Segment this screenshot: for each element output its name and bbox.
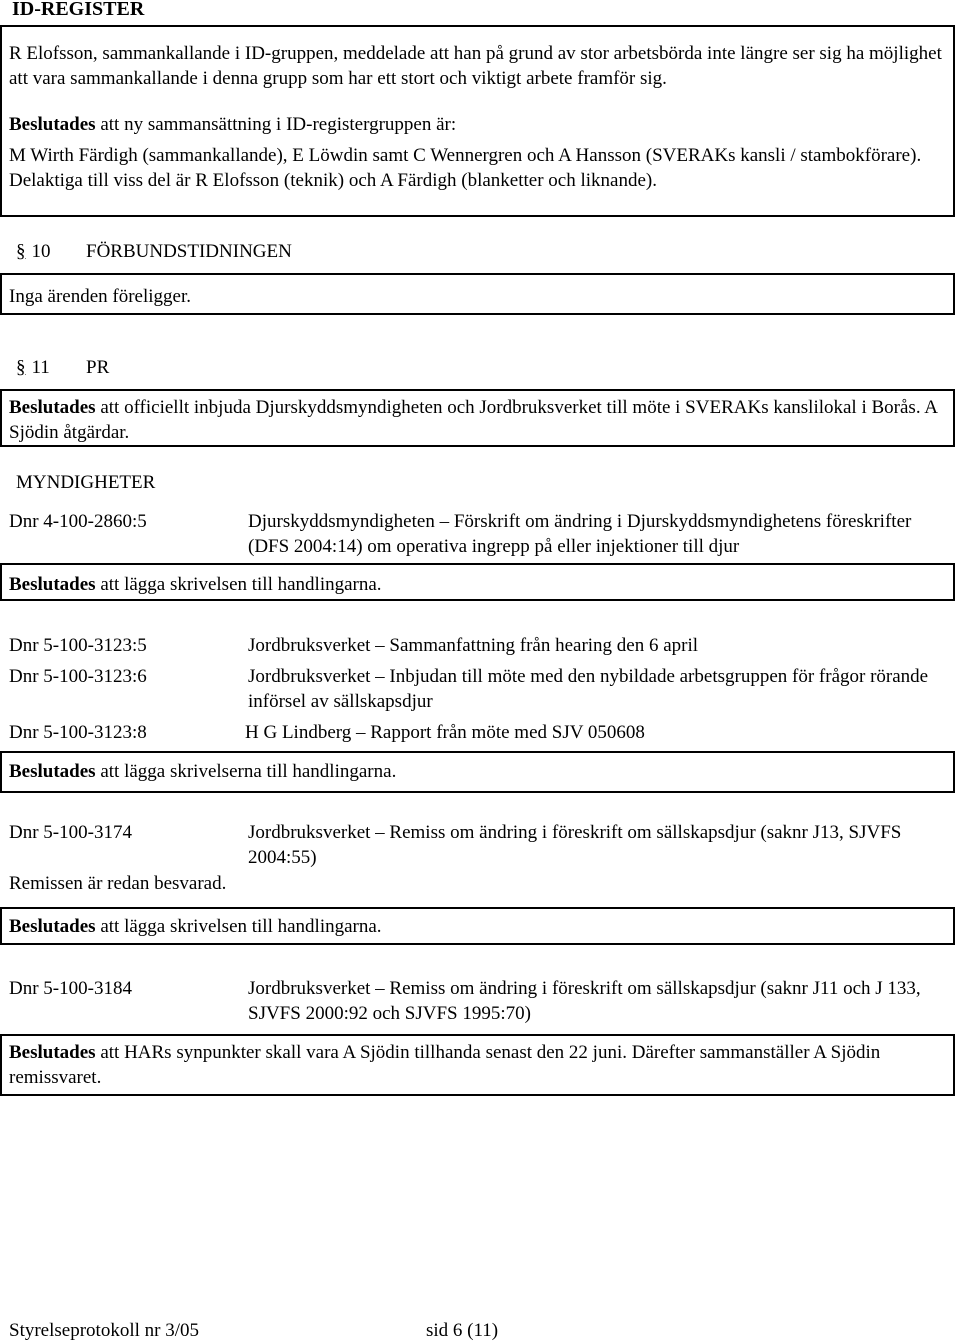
decision-1 bbox=[9, 572, 944, 597]
document-description: Jordbruksverket – Remiss om ändring i föreskrift om sällskapsdjur (saknr J11 och J 133, SJVFS 2000:92 och SJVFS 1995:70) bbox=[248, 978, 921, 1024]
decision-text: att officiellt inbjuda Djurskyddsmyndigheten och Jordbruksverket till möte i SVERAKs kanslilokal i Borås. A Sjödin åtgärdar. bbox=[9, 397, 937, 443]
dnr-number: Dnr 5-100-3123:6 bbox=[9, 666, 147, 687]
document-description: Djurskyddsmyndigheten – Förskrift om ändring i Djurskyddsmyndighetens föreskrifter (DFS 2004:14) om operativa ingrepp på eller injektioner till djur bbox=[248, 511, 912, 557]
dnr-number: Dnr 5-100-3184 bbox=[9, 978, 132, 999]
dnr-number: Dnr 5-100-3174 bbox=[9, 822, 132, 843]
paragraph-sign: § bbox=[16, 357, 26, 378]
decision-3 bbox=[9, 914, 944, 939]
document-description: Jordbruksverket – Remiss om ändring i föreskrift om sällskapsdjur (saknr J13, SJVFS 2004:55) bbox=[248, 822, 902, 868]
decision-text: att lägga skrivelsen till handlingarna. bbox=[95, 916, 382, 937]
dnr-number: Dnr 5-100-3123:5 bbox=[9, 635, 147, 656]
id-register-paragraph-3: M Wirth Färdigh (sammankallande), E Löwdin samt C Wennergren och A Hansson (SVERAKs kansli / stambokförare). Delaktiga till viss del är R Elofsson (teknik) och A Färdigh (blanketter och liknande). bbox=[9, 145, 922, 191]
section-number: 11 bbox=[31, 357, 50, 378]
id-register-paragraph-1: R Elofsson, sammankallande i ID-gruppen, meddelade att han på grund av stor arbetsbörda inte längre ser sig ha möjlighet att vara sammankallande i denna grupp som har ett stort och viktigt arbete framför sig. bbox=[9, 43, 942, 89]
myndigheter-heading: MYNDIGHETER bbox=[16, 472, 156, 493]
section-11-heading bbox=[16, 355, 110, 380]
decision-keyword: Beslutades bbox=[9, 916, 96, 937]
dnr-number: Dnr 4-100-2860:5 bbox=[9, 511, 147, 532]
decision-text: att lägga skrivelserna till handlingarna. bbox=[95, 761, 397, 782]
section-title: PR bbox=[86, 357, 110, 378]
decision-text: att lägga skrivelsen till handlingarna. bbox=[95, 574, 382, 595]
decision-keyword: Beslutades bbox=[9, 397, 96, 418]
paragraph-sign: § bbox=[16, 241, 26, 262]
decision-keyword: Beslutades bbox=[9, 1042, 96, 1063]
decision-text: att HARs synpunkter skall vara A Sjödin tillhanda senast den 22 juni. Därefter sammanställer A Sjödin remissvaret. bbox=[9, 1042, 881, 1088]
section-title: FÖRBUNDSTIDNINGEN bbox=[86, 241, 292, 262]
section-10-text: Inga ärenden föreligger. bbox=[9, 286, 191, 307]
document-note: Remissen är redan besvarad. bbox=[9, 873, 227, 894]
decision-keyword: Beslutades bbox=[9, 114, 96, 135]
decision-text: att ny sammansättning i ID-registergruppen är: bbox=[95, 114, 457, 135]
decision-4 bbox=[9, 1040, 944, 1090]
footer-page-number: sid 6 (11) bbox=[426, 1320, 499, 1341]
dnr-number: Dnr 5-100-3123:8 bbox=[9, 722, 147, 743]
decision-keyword: Beslutades bbox=[9, 574, 96, 595]
footer-document-name: Styrelseprotokoll nr 3/05 bbox=[9, 1320, 199, 1341]
id-register-paragraph-2 bbox=[9, 112, 944, 137]
document-description: H G Lindberg – Rapport från möte med SJV 050608 bbox=[245, 722, 645, 743]
document-description: Jordbruksverket – Inbjudan till möte med den nybildade arbetsgruppen för frågor rörande införsel av sällskapsdjur bbox=[248, 666, 929, 712]
section-number: 10 bbox=[31, 241, 51, 262]
section-11-text bbox=[9, 395, 944, 445]
decision-2 bbox=[9, 759, 944, 784]
decision-keyword: Beslutades bbox=[9, 761, 96, 782]
section-title-id-register: ID-REGISTER bbox=[12, 0, 145, 20]
section-10-heading bbox=[16, 239, 292, 264]
document-description: Jordbruksverket – Sammanfattning från hearing den 6 april bbox=[248, 635, 699, 656]
